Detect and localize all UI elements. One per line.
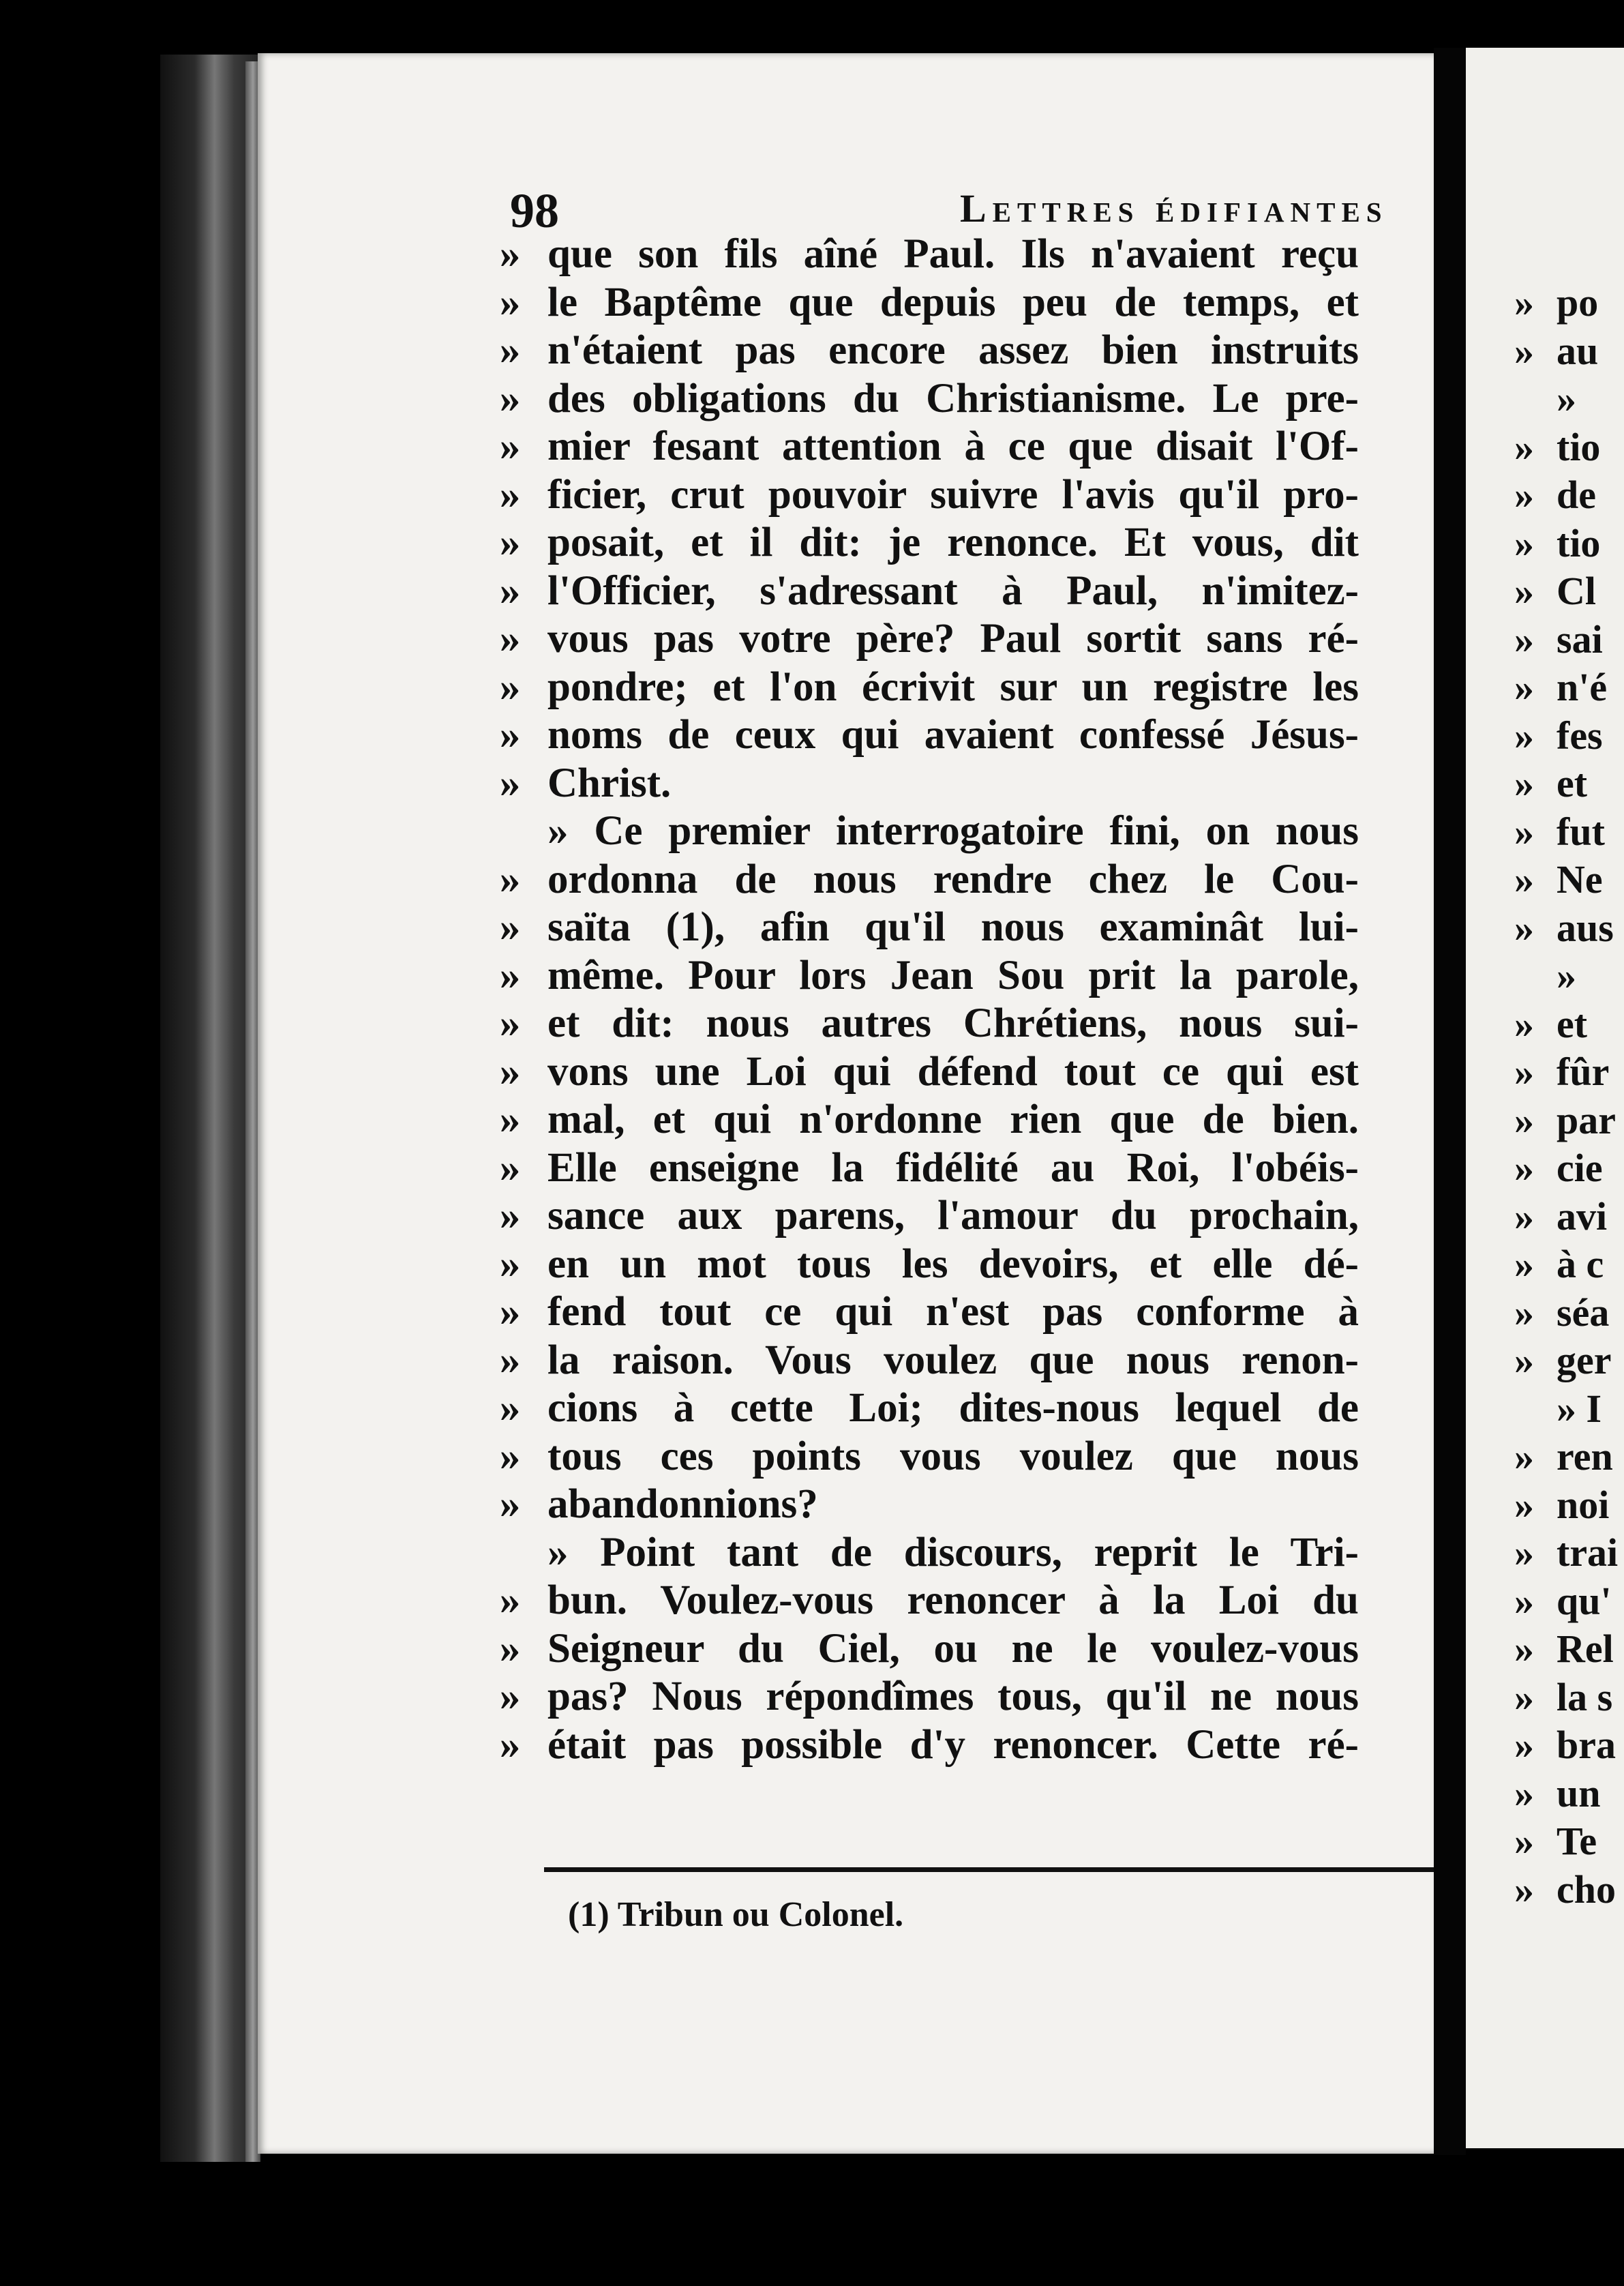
text-line [490, 952, 1434, 1000]
quote-mark: » [499, 424, 521, 469]
text-line [1505, 1482, 1624, 1530]
text-line [1505, 857, 1624, 905]
quote-mark: » [499, 1000, 521, 1046]
line-text: trai [1557, 1530, 1619, 1575]
line-text: sai [1557, 617, 1603, 662]
left-page [258, 53, 1434, 2154]
quote-mark: » [499, 375, 521, 421]
quote-mark: » [1514, 328, 1534, 373]
line-text: de [1557, 473, 1596, 517]
quote-mark: » [1514, 1338, 1534, 1382]
line-text: en un mot tous les devoirs, et elle dé- [547, 1241, 1359, 1287]
quote-mark: » [499, 1625, 521, 1672]
line-text: la raison. Vous voulez que nous renon- [547, 1337, 1359, 1383]
line-text: fut [1557, 809, 1605, 854]
quote-mark: » [1514, 857, 1534, 902]
quote-mark: » [1514, 1146, 1534, 1190]
line-text: séa [1557, 1290, 1610, 1335]
quote-mark: » [1514, 1242, 1534, 1286]
quote-mark: » [1514, 1578, 1534, 1623]
body-text [490, 231, 1434, 1769]
text-line [490, 1192, 1434, 1241]
line-text: cho [1557, 1867, 1616, 1912]
quote-mark: » [1514, 520, 1534, 565]
text-line [490, 856, 1434, 904]
quote-mark: » [499, 327, 521, 373]
text-line [490, 1384, 1434, 1433]
text-line [1505, 424, 1624, 473]
text-line [490, 567, 1434, 616]
quote-mark: » [499, 856, 521, 902]
line-text: cions à cette Loi; dites-nous lequel de [547, 1385, 1359, 1431]
text-line [1505, 280, 1624, 328]
line-text: et [1557, 1001, 1588, 1046]
quote-mark: » [1514, 1819, 1534, 1863]
text-line [490, 615, 1434, 664]
line-text: que son fils aîné Paul. Ils n'avaient reçu [547, 231, 1359, 277]
quote-mark: » [499, 1674, 521, 1719]
text-line [490, 1096, 1434, 1144]
line-text: n'étaient pas encore assez bien instruits [547, 327, 1359, 373]
running-title: Lettres édifiantes [960, 186, 1388, 231]
text-line [1505, 520, 1624, 569]
text-line [1505, 1241, 1624, 1290]
line-text: fûr [1557, 1050, 1610, 1094]
line-text: vous pas votre père? Paul sortit sans ré- [547, 616, 1359, 662]
line-text: à c [1557, 1242, 1604, 1286]
footnote-rule [544, 1867, 1434, 1872]
quote-mark: » [1514, 1530, 1534, 1575]
text-line [1505, 1386, 1624, 1434]
line-text: tio [1557, 424, 1601, 469]
line-text: » [1557, 953, 1576, 998]
text-line [490, 1048, 1434, 1097]
line-text: Rel [1557, 1627, 1614, 1671]
quote-mark: » [1514, 1674, 1534, 1719]
text-line [1505, 1290, 1624, 1338]
text-line [1505, 1674, 1624, 1723]
text-line [490, 231, 1434, 279]
page-number: 98 [510, 183, 559, 238]
line-text: et dit: nous autres Chrétiens, nous sui- [547, 1000, 1359, 1046]
quote-mark: » [499, 1193, 521, 1238]
line-text: n'é [1557, 665, 1608, 709]
line-text: noms de ceux qui avaient confessé Jésus- [547, 712, 1359, 758]
line-text: Te [1557, 1819, 1597, 1863]
line-text: cie [1557, 1146, 1603, 1190]
line-text: » [1557, 376, 1576, 421]
line-text: tio [1557, 520, 1601, 565]
text-line [1505, 905, 1624, 953]
text-line [1505, 953, 1624, 1001]
text-line [1505, 1867, 1624, 1915]
quote-mark: » [1514, 280, 1534, 325]
text-line [490, 760, 1434, 808]
footnote: (1) Tribun ou Colonel. [568, 1895, 904, 1934]
line-text: l'Officier, s'adressant à Paul, n'imitez- [547, 567, 1359, 614]
quote-mark: » [499, 712, 521, 758]
quote-mark: » [499, 952, 521, 998]
line-text: même. Pour lors Jean Sou prit la parole, [547, 952, 1359, 998]
quote-mark: » [499, 520, 521, 565]
text-line [1505, 664, 1624, 713]
quote-mark: » [1514, 1097, 1534, 1142]
text-line [490, 1481, 1434, 1529]
line-text: Ne [1557, 857, 1603, 902]
text-line [490, 1337, 1434, 1385]
line-text: » Ce premier interrogatoire fini, on nous [547, 808, 1359, 854]
line-text: des obligations du Christianisme. Le pre- [547, 375, 1359, 421]
text-line [1505, 760, 1624, 809]
line-text: bun. Voulez-vous renoncer à la Loi du [547, 1577, 1359, 1623]
quote-mark: » [499, 664, 521, 710]
quote-mark: » [1514, 424, 1534, 469]
quote-mark: » [1514, 905, 1534, 950]
line-text: qu' [1557, 1578, 1612, 1623]
quote-mark: » [499, 279, 521, 325]
facing-page [1466, 48, 1624, 2148]
quote-mark: » [1514, 1193, 1534, 1238]
text-line [1505, 1337, 1624, 1386]
quote-mark: » [499, 1144, 521, 1191]
quote-mark: » [499, 1385, 521, 1431]
text-line [1505, 1097, 1624, 1146]
line-text: bra [1557, 1723, 1616, 1767]
text-line [490, 1625, 1434, 1674]
text-line [1505, 1049, 1624, 1097]
line-text: ficier, crut pouvoir suivre l'avis qu'il pro- [547, 471, 1359, 518]
line-text: po [1557, 280, 1599, 325]
quote-mark: » [499, 1337, 521, 1383]
line-text: vons une Loi qui défend tout ce qui est [547, 1048, 1359, 1095]
text-line [1505, 1145, 1624, 1193]
text-line [1505, 1626, 1624, 1674]
quote-mark: » [499, 616, 521, 662]
line-text: ordonna de nous rendre chez le Cou- [547, 856, 1359, 902]
text-line [1505, 809, 1624, 857]
line-text: mier fesant attention à ce que disait l'Of- [547, 424, 1359, 469]
quote-mark: » [499, 1048, 521, 1095]
text-line [1505, 1434, 1624, 1482]
line-text: fend tout ce qui n'est pas conforme à [547, 1289, 1359, 1335]
quote-mark: » [499, 1289, 521, 1335]
text-line [1505, 713, 1624, 761]
line-text: avi [1557, 1193, 1608, 1238]
quote-mark: » [499, 1241, 521, 1287]
text-line [490, 519, 1434, 567]
text-line [1505, 1722, 1624, 1770]
line-text: noi [1557, 1482, 1610, 1527]
text-line [1505, 568, 1624, 617]
text-line [1505, 328, 1624, 376]
text-line [1505, 1578, 1624, 1627]
line-text: ren [1557, 1434, 1613, 1479]
text-line [490, 423, 1434, 471]
quote-mark: » [1514, 569, 1534, 613]
line-text: sance aux parens, l'amour du prochain, [547, 1193, 1359, 1238]
text-line [490, 904, 1434, 952]
quote-mark: » [499, 1097, 521, 1142]
quote-mark: » [1514, 761, 1534, 805]
facing-page-text [1505, 280, 1624, 1914]
text-line [1505, 472, 1624, 520]
text-line [490, 664, 1434, 712]
text-line [490, 471, 1434, 520]
line-text: la s [1557, 1674, 1613, 1719]
text-line [1505, 376, 1624, 424]
book-spine [160, 55, 259, 2162]
text-line [490, 1529, 1434, 1577]
text-line [490, 1673, 1434, 1721]
text-line [490, 279, 1434, 327]
text-line [490, 1000, 1434, 1048]
text-line [490, 1144, 1434, 1193]
line-text: pas? Nous répondîmes tous, qu'il ne nous [547, 1674, 1359, 1719]
quote-mark: » [1514, 1050, 1534, 1094]
quote-mark: » [499, 904, 521, 950]
text-line [1505, 1530, 1624, 1578]
text-line [490, 327, 1434, 375]
quote-mark: » [1514, 1482, 1534, 1527]
line-text: ger [1557, 1338, 1612, 1382]
line-text: pondre; et l'on écrivit sur un registre les [547, 664, 1359, 710]
page-gutter [1434, 48, 1466, 2155]
line-text: était pas possible d'y renoncer. Cette ré- [547, 1721, 1359, 1768]
quote-mark: » [499, 1577, 521, 1623]
quote-mark: » [1514, 473, 1534, 517]
text-line [490, 807, 1434, 856]
line-text: saïta (1), afin qu'il nous examinât lui- [547, 904, 1359, 950]
quote-mark: » [1514, 617, 1534, 662]
text-line [1505, 1770, 1624, 1819]
quote-mark: » [499, 231, 521, 277]
quote-mark: » [1514, 1434, 1534, 1479]
text-line [490, 1433, 1434, 1481]
text-line [490, 1577, 1434, 1625]
line-text: aus [1557, 905, 1614, 950]
quote-mark: » [1514, 1770, 1534, 1815]
text-line [1505, 1818, 1624, 1867]
line-text: » I [1557, 1386, 1602, 1431]
line-text: posait, et il dit: je renonce. Et vous, dit [547, 520, 1359, 565]
line-text: un [1557, 1770, 1601, 1815]
text-line [490, 375, 1434, 424]
quote-mark: » [1514, 1867, 1534, 1912]
text-line [1505, 1001, 1624, 1050]
quote-mark: » [499, 1481, 521, 1527]
line-text: mal, et qui n'ordonne rien que de bien. [547, 1097, 1359, 1142]
text-line [490, 1241, 1434, 1289]
quote-mark: » [499, 567, 521, 614]
line-text: » Point tant de discours, reprit le Tri- [547, 1529, 1359, 1575]
text-line [490, 1721, 1434, 1770]
line-text: et [1557, 761, 1588, 805]
quote-mark: » [1514, 713, 1534, 758]
quote-mark: » [499, 1433, 521, 1479]
line-text: tous ces points vous voulez que nous [547, 1433, 1359, 1479]
quote-mark: » [1514, 1627, 1534, 1671]
line-text: Cl [1557, 569, 1596, 613]
text-line [1505, 617, 1624, 665]
quote-mark: » [499, 760, 521, 806]
quote-mark: » [499, 471, 521, 518]
line-text: Seigneur du Ciel, ou ne le voulez-vous [547, 1625, 1359, 1672]
quote-mark: » [1514, 1723, 1534, 1767]
line-text: le Baptême que depuis peu de temps, et [547, 279, 1359, 325]
text-line [490, 711, 1434, 760]
text-line [1505, 1193, 1624, 1242]
quote-mark: » [1514, 1290, 1534, 1335]
line-text: par [1557, 1097, 1616, 1142]
quote-mark: » [1514, 665, 1534, 709]
line-text: Christ. [547, 760, 672, 806]
line-text: au [1557, 328, 1599, 373]
line-text: fes [1557, 713, 1603, 758]
line-text: abandonnions? [547, 1481, 818, 1527]
quote-mark: » [1514, 809, 1534, 854]
line-text: Elle enseigne la fidélité au Roi, l'obéis- [547, 1144, 1359, 1191]
quote-mark: » [499, 1721, 521, 1768]
quote-mark: » [1514, 1001, 1534, 1046]
text-line [490, 1288, 1434, 1337]
